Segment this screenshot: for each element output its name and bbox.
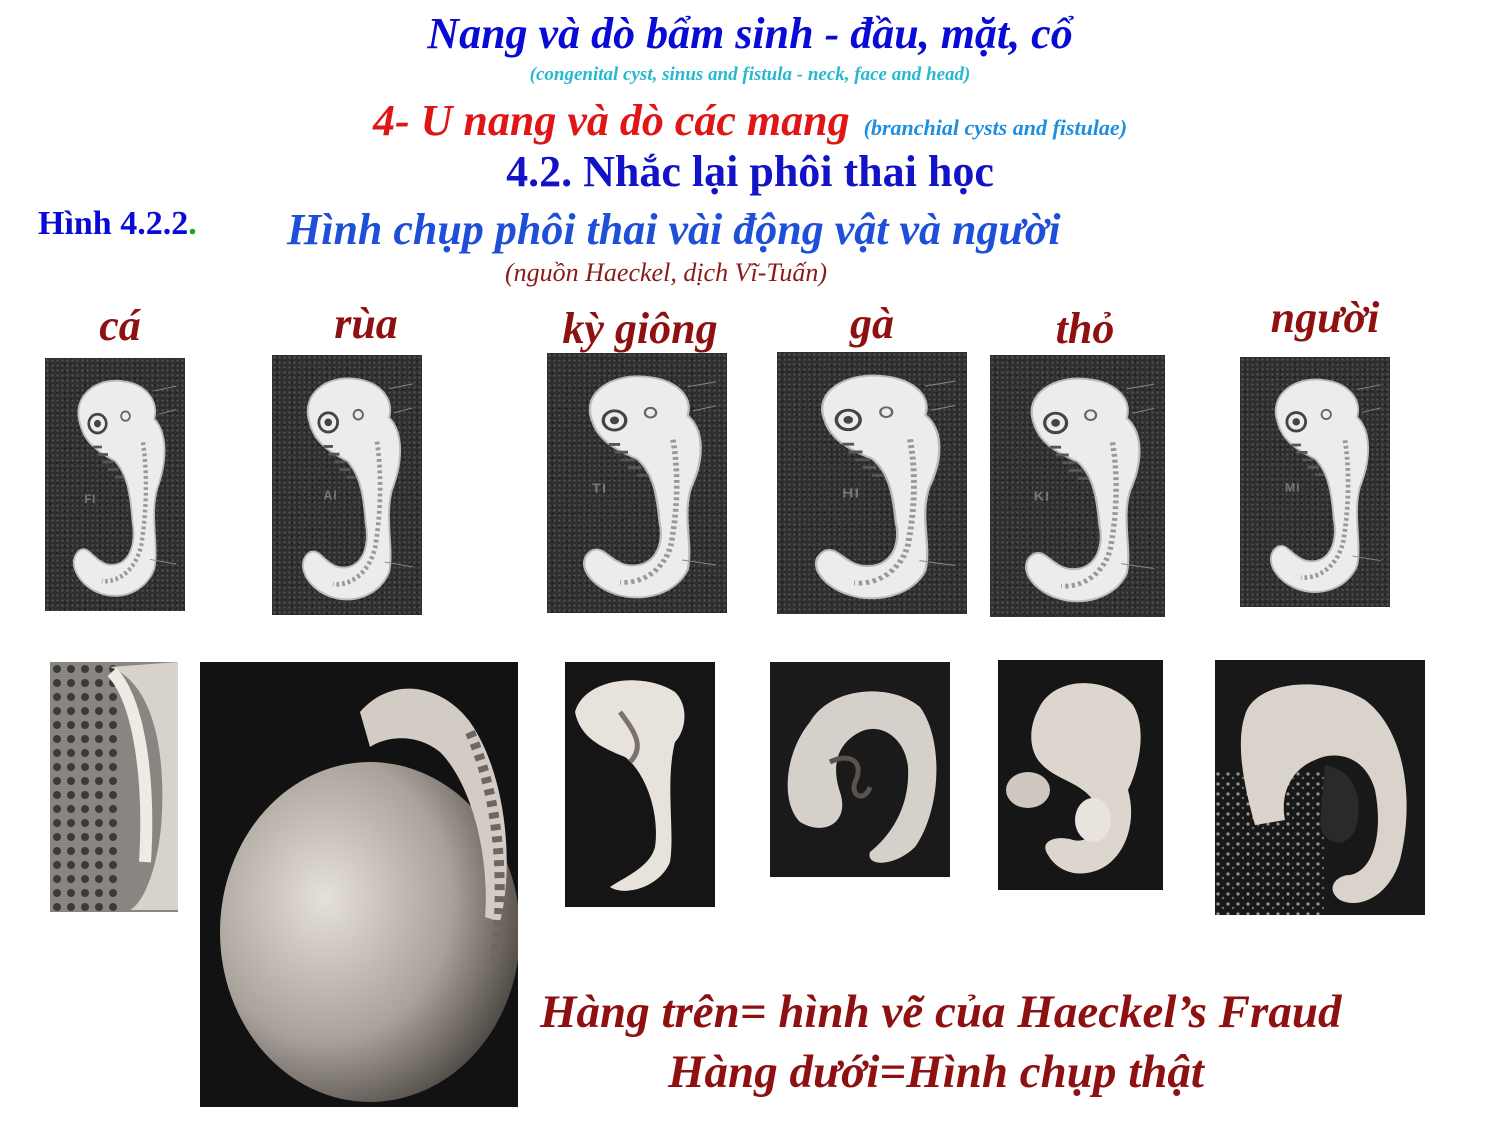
- section-heading-line: [0, 95, 1500, 146]
- species-label-turtle: rùa: [334, 299, 398, 348]
- subsection-heading: 4.2. Nhắc lại phôi thai học: [506, 147, 994, 196]
- drawing-panel-turtle: [272, 355, 422, 615]
- photo-panel-human: [1215, 660, 1425, 915]
- species-label-salamander: kỳ giông: [562, 304, 718, 353]
- plate-label-fish: FI: [84, 492, 97, 507]
- photo-panel-fish: [50, 662, 178, 912]
- photo-panel-salamander: [565, 662, 715, 907]
- photo-panel-chicken: [770, 662, 950, 877]
- embryo-photo-fish: [50, 662, 178, 912]
- photo-panel-turtle: [200, 662, 518, 1107]
- embryo-drawing-chicken: [777, 352, 967, 614]
- photo-panel-rabbit: [998, 660, 1163, 890]
- embryo-photo-rabbit: [998, 660, 1163, 890]
- plate-label-rabbit: KI: [1033, 489, 1051, 504]
- section-subheading: (branchial cysts and fistulae): [863, 115, 1128, 140]
- embryo-photo-chicken: [770, 662, 950, 877]
- plate-label-human: MI: [1285, 480, 1301, 495]
- embryo-drawing-salamander: [547, 353, 727, 613]
- embryo-photo-human: [1215, 660, 1425, 915]
- figure-source: (nguồn Haeckel, dịch Vĩ-Tuấn): [505, 258, 828, 287]
- drawing-panel-human: [1240, 357, 1390, 607]
- section-heading: 4- U nang và dò các mang: [372, 96, 850, 145]
- embryo-drawing-rabbit: [990, 355, 1165, 617]
- species-label-chicken: gà: [850, 299, 894, 348]
- embryo-photo-turtle: [200, 662, 518, 1107]
- species-label-human: người: [1270, 293, 1380, 342]
- slide-subtitle: (congenital cyst, sinus and fistula - neck, face and head): [529, 64, 971, 85]
- species-label-fish: cá: [99, 301, 141, 350]
- species-label-rabbit: thỏ: [1055, 304, 1115, 353]
- embryo-drawing-fish: [45, 358, 185, 611]
- plate-label-chicken: HI: [842, 485, 861, 501]
- drawing-panel-chicken: [777, 352, 967, 614]
- embryo-drawing-human: [1240, 357, 1390, 607]
- figure-label: [38, 205, 197, 243]
- embryo-drawing-turtle: [272, 355, 422, 615]
- caption-line-1: Hàng trên= hình vẽ của Haeckel’s Fraud: [540, 986, 1342, 1038]
- figure-number: Hình 4.2.2: [38, 205, 189, 242]
- slide-title: Nang và dò bẩm sinh - đầu, mặt, cổ: [427, 9, 1073, 58]
- plate-label-turtle: AI: [323, 488, 338, 503]
- plate-label-salamander: TI: [592, 481, 608, 496]
- drawing-panel-fish: [45, 358, 185, 611]
- figure-title: Hình chụp phôi thai vài động vật và người: [287, 205, 1061, 254]
- embryo-photo-salamander: [565, 662, 715, 907]
- drawing-panel-rabbit: [990, 355, 1165, 617]
- caption-line-2: Hàng dưới=Hình chụp thật: [668, 1046, 1204, 1098]
- figure-label-dot: .: [188, 205, 197, 242]
- drawing-panel-salamander: [547, 353, 727, 613]
